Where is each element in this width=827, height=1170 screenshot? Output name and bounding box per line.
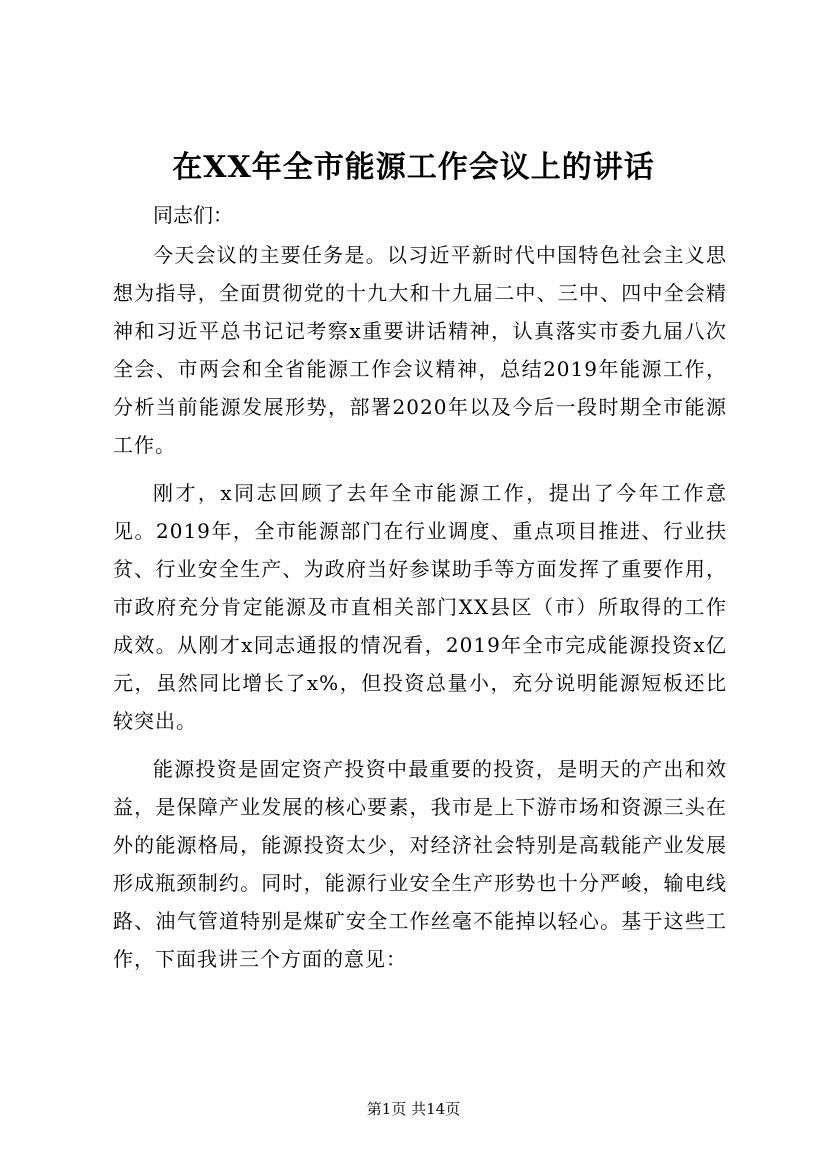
document-body	[113, 198, 727, 978]
salutation: 同志们：	[153, 203, 233, 227]
paragraph-1: 今天会议的主要任务是。以习近平新时代中国特色社会主义思想为指导，全面贯彻党的十九大和十九届二中、三中、四中全会精神和习近平总书记记考察x重要讲话精神，认真落实市委九届八次全会、市两会和全省能源工作会议精神，总结2019年能源工作，分析当前能源发展形势，部署2020年以及今后一段时期全市能源工作。	[113, 243, 727, 457]
paragraph-2: 刚才，x同志回顾了去年全市能源工作，提出了今年工作意见。2019年，全市能源部门在行业调度、重点项目推进、行业扶贫、行业安全生产、为政府当好参谋助手等方面发挥了重要作用，市政府充分肯定能源及市直相关部门XX县区（市）所取得的工作成效。从刚才x同志通报的情况看，2019年全市完成能源投资x亿元，虽然同比增长了x%，但投资总量小，充分说明能源短板还比较突出。	[113, 481, 727, 733]
page-footer: 第1页 共14页	[366, 1100, 461, 1118]
paragraph-3: 能源投资是固定资产投资中最重要的投资，是明天的产出和效益，是保障产业发展的核心要素，我市是上下游市场和资源三头在外的能源格局，能源投资太少，对经济社会特别是高载能产业发展形成瓶颈制约。同时，能源行业安全生产形势也十分严峻，输电线路、油气管道特别是煤矿安全工作丝毫不能掉以轻心。基于这些工作，下面我讲三个方面的意见：	[113, 757, 727, 971]
document-title: 在XX年全市能源工作会议上的讲话	[172, 150, 655, 185]
